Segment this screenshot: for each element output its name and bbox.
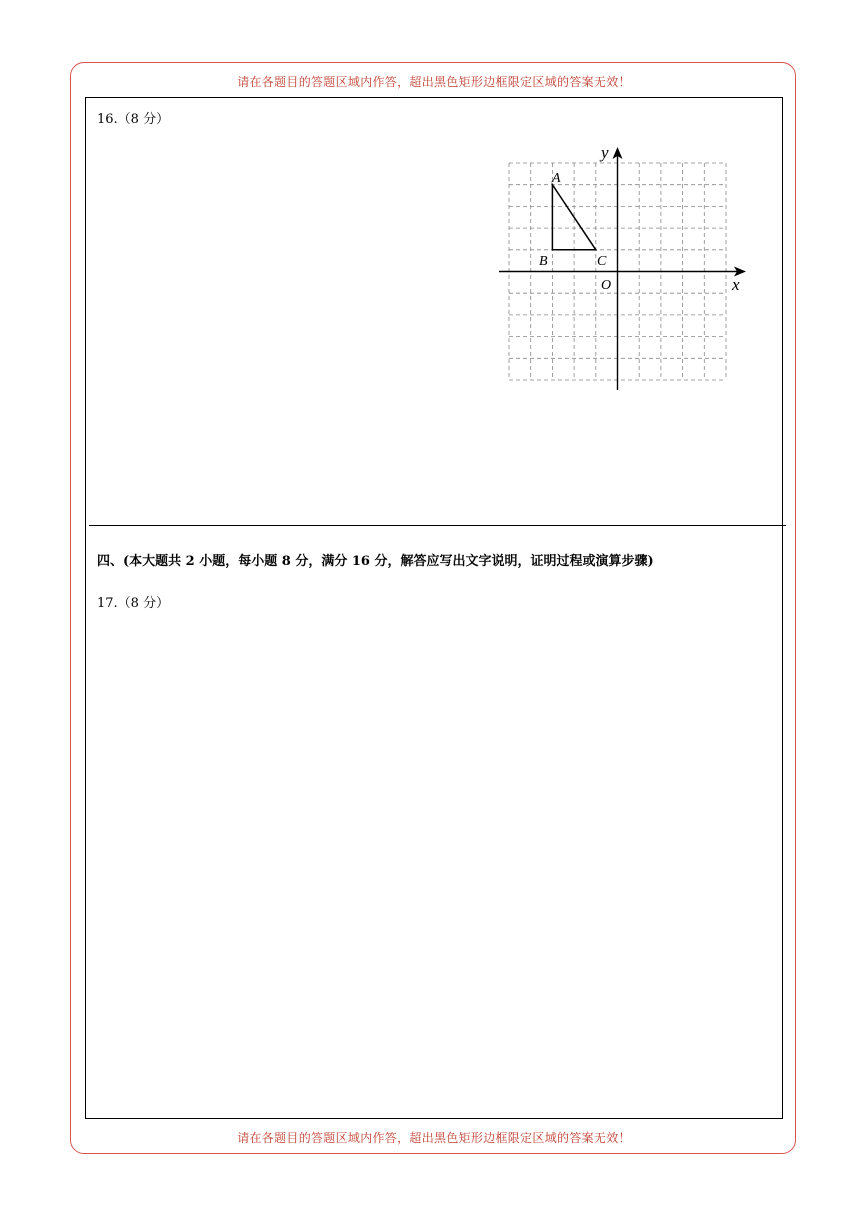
coordinate-grid-figure	[496, 140, 752, 395]
point-c-label: C	[597, 254, 607, 269]
point-b-label: B	[539, 254, 548, 269]
x-axis-label: x	[732, 275, 740, 294]
origin-label: O	[601, 278, 612, 293]
section-4-heading: 四、(本大题共 2 小题，每小题 8 分，满分 16 分，解答应写出文字说明，证明过程或演算步骤)	[97, 554, 654, 569]
question-17-label: 17.（8 分）	[97, 596, 170, 611]
question-16-label: 16.（8 分）	[97, 112, 170, 127]
bottom-warning-notice: 请在各题目的答题区域内作答，超出黑色矩形边框限定区域的答案无效！	[237, 1131, 631, 1145]
y-axis-label: y	[601, 143, 609, 162]
point-a-label: A	[552, 171, 561, 186]
section-divider	[89, 525, 786, 526]
top-warning-notice: 请在各题目的答题区域内作答，超出黑色矩形边框限定区域的答案无效！	[237, 75, 631, 89]
